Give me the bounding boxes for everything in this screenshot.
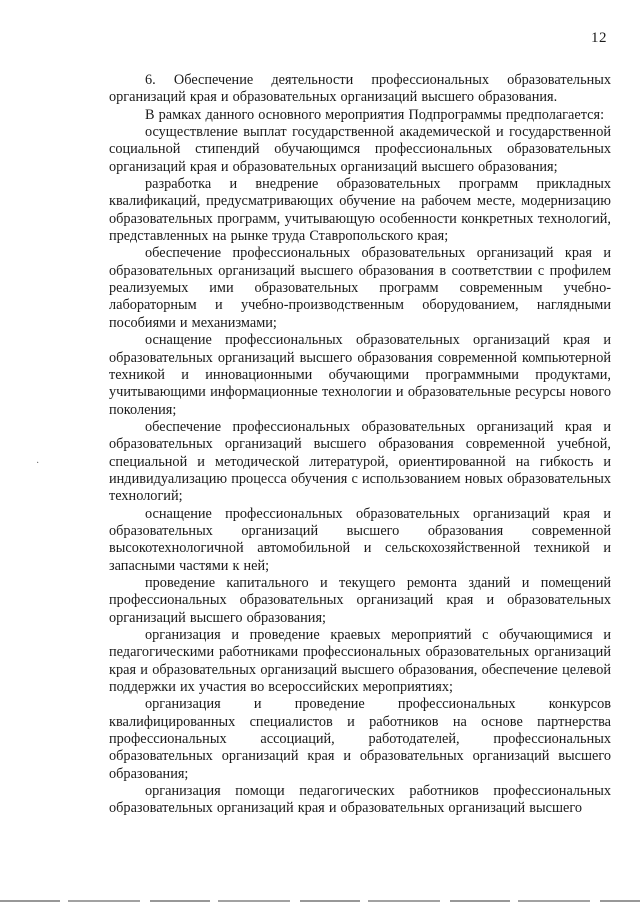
paragraph-scholarships: осуществление выплат государственной академической и государственной социальной стипендий обучающимся профессиональных образовательных организаций края и образовательных организаций высшего образования; xyxy=(109,124,611,175)
footer-scan-line xyxy=(0,900,640,902)
page-number: 12 xyxy=(591,30,607,46)
paragraph-regional-events: организация и проведение краевых мероприятий с обучающимися и педагогическими работниками профессиональных образовательных организаций края и образовательных организаций высшего образования, обеспечение целевой поддержки их участия во всероссийских мероприятиях; xyxy=(109,627,611,696)
paragraph-teacher-assistance: организация помощи педагогических работников профессиональных образовательных организаций края и образовательных организаций высшего xyxy=(109,783,611,817)
stray-mark: · xyxy=(36,458,40,469)
paragraph-section-6-heading: 6. Обеспечение деятельности профессиональных образовательных организаций края и образовательных организаций высшего образования. xyxy=(109,72,611,106)
document-body xyxy=(109,72,611,818)
paragraph-applied-programs: разработка и внедрение образовательных программ прикладных квалификаций, предусматривающих обучение на рабочем месте, модернизацию образовательных программ, учитывающую особенности конкретных технологий, представленных на рынке труда Ставропольского края; xyxy=(109,176,611,245)
paragraph-lab-equipment: обеспечение профессиональных образовательных организаций края и образовательных организаций высшего образования в соответствии с профилем реализуемых ими образовательных программ современным учебно-лабораторным и учебно-производственным оборудованием, наглядными пособиями и механизмами; xyxy=(109,245,611,331)
paragraph-computer-equipment: оснащение профессиональных образовательных организаций края и образовательных организаций высшего образования современной компьютерной техникой и инновационными обучающими программными продуктами, учитывающими информационные технологии и образовательные ресурсы нового поколения; xyxy=(109,332,611,418)
paragraph-literature: обеспечение профессиональных образовательных организаций края и образовательных организаций высшего образования современной учебной, специальной и методической литературой, ориентированной на гибкость и индивидуализацию процесса обучения с использованием новых образовательных технологий; xyxy=(109,418,611,505)
paragraph-vehicles: оснащение профессиональных образовательных организаций края и образовательных организаций высшего образования современной высокотехнологичной автомобильной и сельскохозяйственной техникой и запасными частями к ней; xyxy=(109,505,611,574)
paragraph-intro: В рамках данного основного мероприятия Подпрограммы предполагается: xyxy=(145,106,605,123)
paragraph-repairs: проведение капитального и текущего ремонта зданий и помещений профессиональных образовательных организаций края и образовательных организаций высшего образования; xyxy=(109,574,611,626)
paragraph-competitions: организация и проведение профессиональных конкурсов квалифицированных специалистов и работников на основе партнерства профессиональных ассоциаций, работодателей, профессиональных образовательных организаций края и образовательных организаций высшего образования; xyxy=(109,696,611,782)
